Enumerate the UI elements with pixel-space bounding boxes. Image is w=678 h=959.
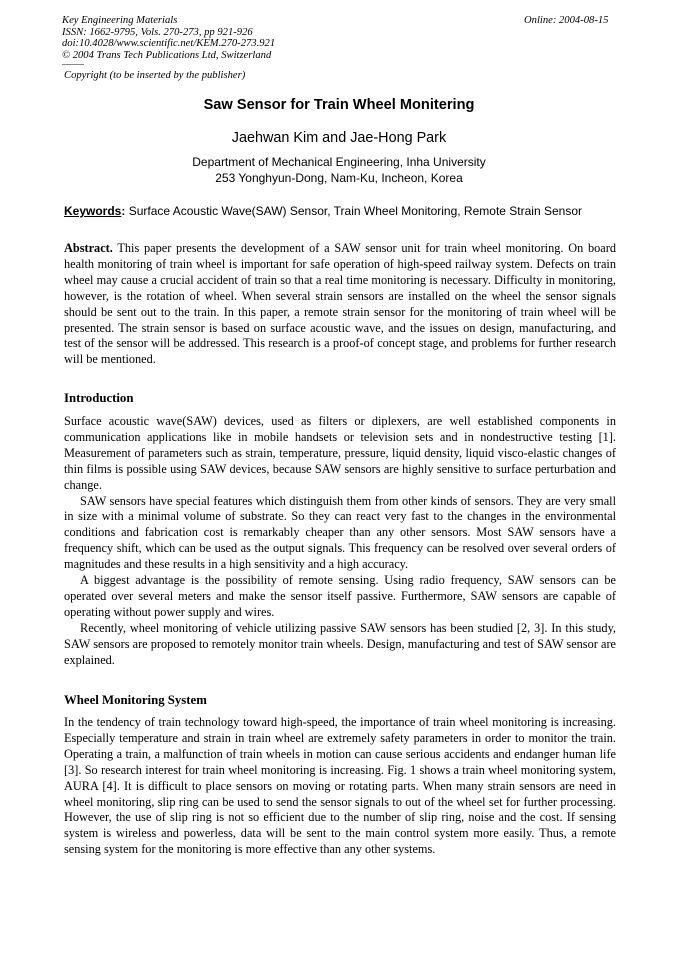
affiliation-department: Department of Mechanical Engineering, Inha University xyxy=(192,155,486,169)
header-divider xyxy=(62,64,84,65)
paper-title: Saw Sensor for Train Wheel Monitering xyxy=(203,97,475,113)
wheel-monitoring-body xyxy=(64,715,616,858)
journal-doi: doi:10.4028/www.scientific.net/KEM.270-273.921 xyxy=(62,38,276,50)
affiliation xyxy=(0,154,678,186)
abstract-text: This paper presents the development of a SAW sensor unit for train wheel monitoring. On board health monitoring of train wheel is important for safe operation of high-speed railway system. Defects on train wheel may cause a crucial accident of train so that a real time monitoring is necessary. Difficulty in monitoring, however, is the rotation of wheel. When several strain sensors are installed on the wheel the sensor signals should be sent out to the train. In this paper, a remote strain sensor for the monitoring of train wheel will be presented. The strain sensor is based on surface acoustic wave, and the issues on design, manufacturing, and test of the sensor will be addressed. This research is a proof-of concept stage, and problems for further research will be mentioned. xyxy=(64,241,616,367)
paper-authors: Jaehwan Kim and Jae-Hong Park xyxy=(231,130,447,146)
introduction-heading: Introduction xyxy=(64,391,134,405)
wheel-monitoring-heading: Wheel Monitoring System xyxy=(64,693,207,707)
journal-name: Key Engineering Materials xyxy=(62,15,178,26)
keywords-text: Surface Acoustic Wave(SAW) Sensor, Train Wheel Monitoring, Remote Strain Sensor xyxy=(125,204,582,218)
keywords xyxy=(64,204,624,219)
intro-paragraph-1: Surface acoustic wave(SAW) devices, used as filters or diplexers, are well established components in communication applications like in mobile handsets or television sets and in nondestructive testing [1]. Measurement of parameters such as strain, temperature, pressure, liquid density, liquid visco-elastic changes of thin films is possible using SAW devices, because SAW sensors are highly sensitive to surface perturbation and change. xyxy=(64,414,616,492)
abstract-paragraph xyxy=(64,241,616,368)
affiliation-address: 253 Yonghyun-Dong, Nam-Ku, Incheon, Korea xyxy=(215,171,463,185)
intro-paragraph-2: SAW sensors have special features which distinguish them from other kinds of sensors. They are very small in size with a minimal volume of substrate. So they can react very fast to the changes in the environmental conditions and fabrication cost is remarkably cheaper than any other sensors. Most SAW sensors have a frequency shift, which can be used as the output signals. This frequency can be resolved over several orders of magnitudes and these results in a high sensitivity and a high accuracy. xyxy=(64,493,616,572)
introduction-body xyxy=(64,414,616,669)
abstract xyxy=(64,241,616,368)
journal-publisher: © 2004 Trans Tech Publications Ltd, Switzerland xyxy=(62,49,272,61)
copyright-note: Copyright (to be inserted by the publisher) xyxy=(64,70,246,81)
keywords-colon: : xyxy=(121,204,126,218)
online-date: Online: 2004-08-15 xyxy=(524,15,609,26)
wheel-paragraph-1: In the tendency of train technology toward high-speed, the importance of train wheel monitoring is increasing. Especially temperature and strain in train wheel are extremely safety parameters in order to monitor the train. Operating a train, a malfunction of train wheels in motion can cause serious accidents and endanger human life [3]. So research interest for train wheel monitoring is increasing. Fig. 1 shows a train wheel monitoring system, AURA [4]. It is difficult to place sensors on moving or rotating parts. When many strain sensors are need in wheel monitoring, slip ring can be used to send the sensor signals to out of the wheel set for further processing. However, the use of slip ring is not so efficient due to the number of slip ring, noise and the cost. If sensing system is wireless and powerless, data will be sent to the main control system more easily. Thus, a remote sensing system for the monitoring is more effective than any other systems. xyxy=(64,715,616,857)
abstract-lead: Abstract. xyxy=(64,241,113,255)
intro-paragraph-4: Recently, wheel monitoring of vehicle utilizing passive SAW sensors has been studied [2, 3]. In this study, SAW sensors are proposed to remotely monitor train wheels. Design, manufacturing and test of SAW sensor are explained. xyxy=(64,620,616,667)
keywords-label: Keywords xyxy=(64,204,122,218)
journal-info xyxy=(62,15,275,61)
intro-paragraph-3: A biggest advantage is the possibility of remote sensing. Using radio frequency, SAW sensors can be operated over several meters and make the sensor itself passive. Furthermore, SAW sensors are capable of operating without power supply and wires. xyxy=(64,573,616,619)
journal-issn: ISSN: 1662-9795, Vols. 270-273, pp 921-926 xyxy=(62,26,253,38)
